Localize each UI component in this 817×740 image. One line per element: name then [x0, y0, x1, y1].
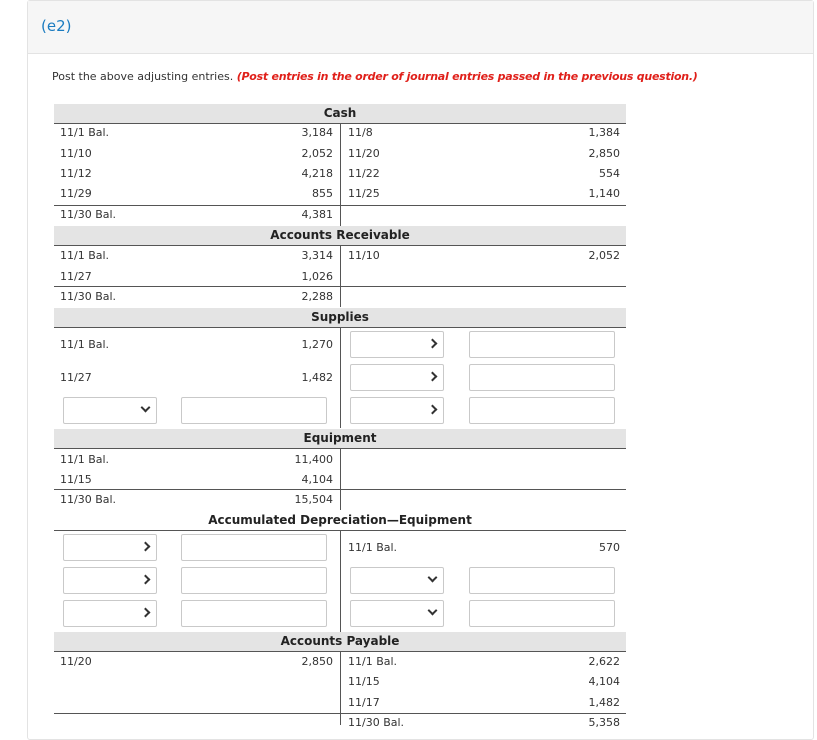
cash-right-date: 11/8	[348, 126, 373, 139]
question-label: (e2)	[41, 17, 72, 35]
ar-total-rule	[54, 286, 626, 287]
cash-right-amount: 1,384	[588, 126, 620, 139]
ap-right-date: 11/15	[348, 675, 380, 688]
cash-right-date: 11/20	[348, 147, 380, 160]
question-header	[28, 1, 813, 54]
cash-right-amount: 1,140	[588, 187, 620, 200]
cash-account-title: Cash	[54, 104, 626, 123]
chevron-down-icon	[141, 403, 151, 413]
equipment-balance-date: 11/30 Bal.	[60, 493, 117, 506]
accum-dep-credit-amount-input[interactable]	[469, 600, 615, 627]
ar-left-date: 11/1 Bal.	[60, 249, 110, 262]
ar-balance-date: 11/30 Bal.	[60, 290, 117, 303]
ar-t-divider	[340, 245, 341, 307]
accum-dep-debit-date-select[interactable]	[63, 567, 157, 594]
cash-left-amount: 855	[312, 187, 333, 200]
supplies-left-date: 11/27	[60, 371, 92, 384]
ap-balance-amount: 5,358	[588, 716, 620, 729]
supplies-credit-amount-input[interactable]	[469, 331, 615, 358]
supplies-credit-amount-input[interactable]	[469, 364, 615, 391]
supplies-credit-amount-input[interactable]	[469, 397, 615, 424]
cash-total-rule	[54, 205, 626, 206]
chevron-right-icon	[141, 608, 151, 618]
cash-left-amount: 4,218	[301, 167, 333, 180]
ap-account-title: Accounts Payable	[54, 632, 626, 651]
accum-dep-debit-date-select[interactable]	[63, 534, 157, 561]
ap-right-amount: 4,104	[588, 675, 620, 688]
cash-balance-date: 11/30 Bal.	[60, 208, 117, 221]
accum-dep-t-divider	[340, 530, 341, 632]
equipment-left-amount: 11,400	[294, 453, 333, 466]
cash-left-amount: 2,052	[301, 147, 333, 160]
accum-dep-right-date: 11/1 Bal.	[348, 541, 398, 554]
cash-left-amount: 3,184	[301, 126, 333, 139]
supplies-account-title: Supplies	[54, 308, 626, 327]
cash-left-date: 11/12	[60, 167, 92, 180]
ap-balance-date: 11/30 Bal.	[348, 716, 405, 729]
ar-right-amount: 2,052	[588, 249, 620, 262]
ap-right-date: 11/17	[348, 696, 380, 709]
ar-left-date: 11/27	[60, 270, 92, 283]
chevron-right-icon	[428, 372, 438, 382]
accum-dep-debit-amount-input[interactable]	[181, 600, 327, 627]
accum-dep-debit-amount-input[interactable]	[181, 567, 327, 594]
supplies-credit-date-select[interactable]	[350, 364, 444, 391]
cash-left-date: 11/29	[60, 187, 92, 200]
instructions	[52, 70, 698, 83]
ap-right-amount: 2,622	[588, 655, 620, 668]
equipment-left-date: 11/1 Bal.	[60, 453, 110, 466]
supplies-credit-date-select[interactable]	[350, 397, 444, 424]
ap-right-date: 11/1 Bal.	[348, 655, 398, 668]
equipment-left-amount: 4,104	[301, 473, 333, 486]
supplies-debit-amount-input[interactable]	[181, 397, 327, 424]
supplies-debit-date-select[interactable]	[63, 397, 157, 424]
chevron-right-icon	[428, 339, 438, 349]
ar-right-date: 11/10	[348, 249, 380, 262]
accum-dep-debit-amount-input[interactable]	[181, 534, 327, 561]
ar-left-amount: 1,026	[301, 270, 333, 283]
chevron-down-icon	[428, 573, 438, 583]
cash-t-divider	[340, 123, 341, 226]
accum-dep-credit-amount-input[interactable]	[469, 567, 615, 594]
chevron-right-icon	[141, 575, 151, 585]
accum-dep-credit-date-select[interactable]	[350, 567, 444, 594]
ap-left-date: 11/20	[60, 655, 92, 668]
instruction-note: (Post entries in the order of journal entries passed in the previous question.)	[236, 70, 698, 83]
cash-right-date: 11/25	[348, 187, 380, 200]
ar-balance-amount: 2,288	[301, 290, 333, 303]
supplies-left-amount: 1,270	[301, 338, 333, 351]
accum-dep-right-amount: 570	[599, 541, 620, 554]
instruction-text: Post the above adjusting entries.	[52, 70, 234, 83]
accum-dep-debit-date-select[interactable]	[63, 600, 157, 627]
cash-right-date: 11/22	[348, 167, 380, 180]
chevron-right-icon	[428, 405, 438, 415]
cash-balance-amount: 4,381	[301, 208, 333, 221]
equipment-account-title: Equipment	[54, 429, 626, 448]
equipment-t-divider	[340, 448, 341, 510]
chevron-down-icon	[428, 606, 438, 616]
accum-dep-credit-date-select[interactable]	[350, 600, 444, 627]
equipment-left-date: 11/15	[60, 473, 92, 486]
equipment-balance-amount: 15,504	[294, 493, 333, 506]
cash-left-date: 11/10	[60, 147, 92, 160]
ap-left-amount: 2,850	[301, 655, 333, 668]
supplies-left-amount: 1,482	[301, 371, 333, 384]
supplies-credit-date-select[interactable]	[350, 331, 444, 358]
chevron-right-icon	[141, 542, 151, 552]
supplies-left-date: 11/1 Bal.	[60, 338, 110, 351]
ap-right-amount: 1,482	[588, 696, 620, 709]
ap-total-rule	[54, 713, 626, 714]
cash-right-amount: 2,850	[588, 147, 620, 160]
supplies-t-divider	[340, 327, 341, 428]
ar-account-title: Accounts Receivable	[54, 226, 626, 245]
equipment-total-rule	[54, 489, 626, 490]
ar-left-amount: 3,314	[301, 249, 333, 262]
cash-left-date: 11/1 Bal.	[60, 126, 110, 139]
accum-dep-account-title: Accumulated Depreciation—Equipment	[54, 511, 626, 530]
cash-right-amount: 554	[599, 167, 620, 180]
